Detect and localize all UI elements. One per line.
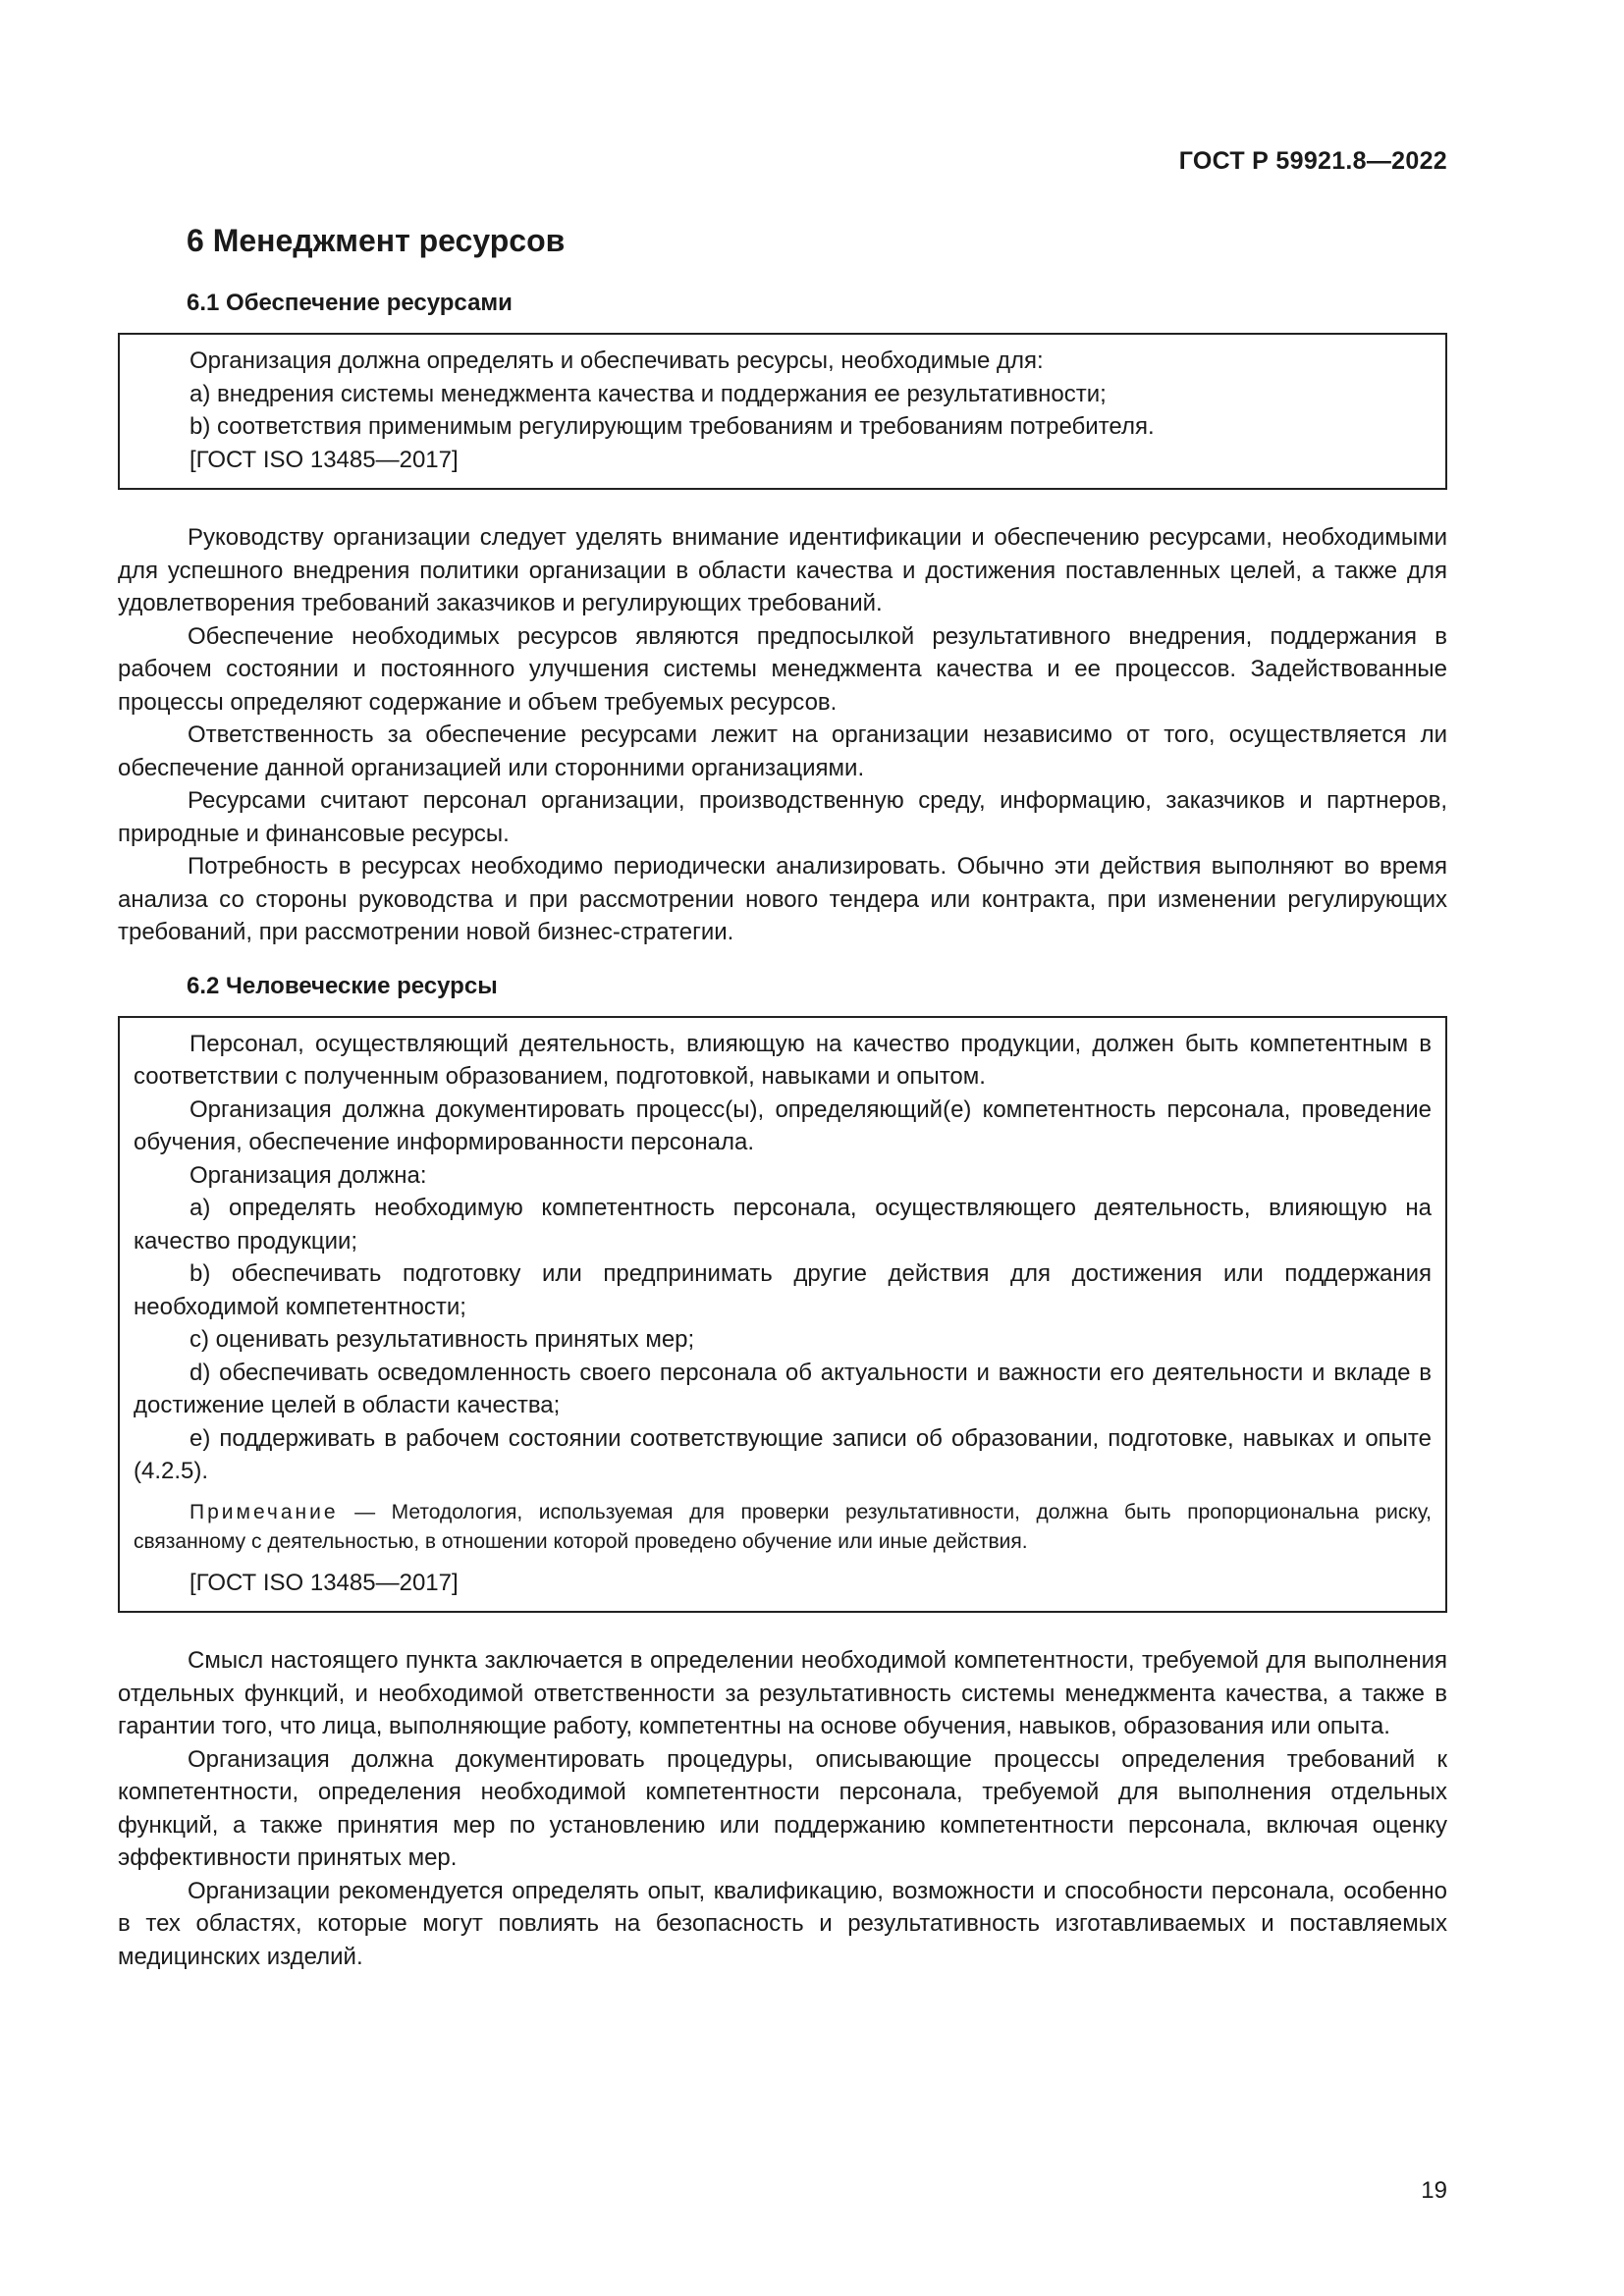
section-title: 6 Менеджмент ресурсов <box>187 223 566 258</box>
quote-item-e: e) поддерживать в рабочем состоянии соответствующие записи об образовании, подготовке, навыках и опыте (4.2.5). <box>134 1424 1432 1484</box>
paragraph: Обеспечение необходимых ресурсов являются предпосылкой результативного внедрения, поддержания в рабочем состоянии и постоянного улучшения системы менеджмента качества и ее процессов. Задействованные процессы определяют содержание и объем требуемых ресурсов. <box>118 622 1447 716</box>
quote-source: [ГОСТ ISO 13485—2017] <box>189 1569 459 1596</box>
quote-paragraph: Персонал, осуществляющий деятельность, влияющую на качество продукции, должен быть компетентным в соответствии с полученным образованием, подготовкой, навыками и опытом. <box>134 1030 1432 1090</box>
quote-item-c: c) оценивать результативность принятых мер; <box>189 1326 695 1353</box>
note-label: Примечание <box>189 1500 339 1523</box>
quote-item-d: d) обеспечивать осведомленность своего персонала об актуальности и важности его деятельности и вкладе в достижение целей в области качества; <box>134 1359 1432 1418</box>
paragraph: Ресурсами считают персонал организации, производственную среду, информацию, заказчиков и партнеров, природные и финансовые ресурсы. <box>118 787 1447 847</box>
subsection-title-6-2: 6.2 Человеческие ресурсы <box>187 972 498 999</box>
quote-item-b: b) соответствия применимым регулирующим требованиям и требованиям потребителя. <box>189 413 1155 440</box>
body-text-6-1 <box>118 521 1447 949</box>
page-number: 19 <box>1421 2177 1447 2204</box>
quote-intro: Организация должна определять и обеспечивать ресурсы, необходимые для: <box>189 347 1044 374</box>
note-text: — Методология, используемая для проверки результативности, должна быть пропорциональна риску, связанному с деятельностью, в отношении которой проведено обучение или иные действия. <box>134 1500 1432 1553</box>
paragraph: Организация должна документировать процедуры, описывающие процессы определения требований к компетентности, определения необходимой компетентности персонала, требуемой для выполнения отдельных функций, а также принятия мер по установлению или поддержанию компетентности персонала, включая оценку эффективности принятых мер. <box>118 1745 1447 1871</box>
quote-item-a: a) определять необходимую компетентность персонала, осуществляющего деятельность, влияющую на качество продукции; <box>134 1195 1432 1255</box>
subsection-title-6-1: 6.1 Обеспечение ресурсами <box>187 290 513 316</box>
paragraph: Организации рекомендуется определять опыт, квалификацию, возможности и способности персонала, особенно в тех областях, которые могут повлиять на безопасность и результативность изготавливаемых и поставляемых медицинских изделий. <box>118 1877 1447 1970</box>
page-content <box>118 221 1447 1981</box>
quote-item-b: b) обеспечивать подготовку или предпринимать другие действия для достижения или поддержания необходимой компетентности; <box>134 1260 1432 1320</box>
quote-paragraph: Организация должна: <box>189 1161 427 1189</box>
paragraph: Потребность в ресурсах необходимо периодически анализировать. Обычно эти действия выполняют во время анализа со стороны руководства и при рассмотрении нового тендера или контракта, при изменении регулирующих требований, при рассмотрении новой бизнес-стратегии. <box>118 853 1447 945</box>
note <box>134 1498 1432 1557</box>
document-id: ГОСТ Р 59921.8—2022 <box>1178 147 1447 175</box>
paragraph: Ответственность за обеспечение ресурсами лежит на организации независимо от того, осуществляется ли обеспечение данной организацией или сторонними организациями. <box>118 721 1447 781</box>
quote-paragraph: Организация должна документировать процесс(ы), определяющий(е) компетентность персонала, проведение обучения, обеспечение информированности персонала. <box>134 1095 1432 1155</box>
quote-item-a: a) внедрения системы менеджмента качества и поддержания ее результативности; <box>189 380 1107 407</box>
paragraph: Руководству организации следует уделять внимание идентификации и обеспечению ресурсами, необходимыми для успешного внедрения политики организации в области качества и достижения поставленных целей, а также для удовлетворения требований заказчиков и регулирующих требований. <box>118 524 1447 616</box>
paragraph: Смысл настоящего пункта заключается в определении необходимой компетентности, требуемой для выполнения отдельных функций, и необходимой ответственности за результативность системы менеджмента качества, а также в гарантии того, что лица, выполняющие работу, компетентны на основе обучения, навыков, образования или опыта. <box>118 1647 1447 1739</box>
quote-box-6-2 <box>118 1016 1447 1614</box>
quote-box-6-1 <box>118 333 1447 490</box>
body-text-6-2 <box>118 1644 1447 1973</box>
quote-source: [ГОСТ ISO 13485—2017] <box>189 446 459 473</box>
